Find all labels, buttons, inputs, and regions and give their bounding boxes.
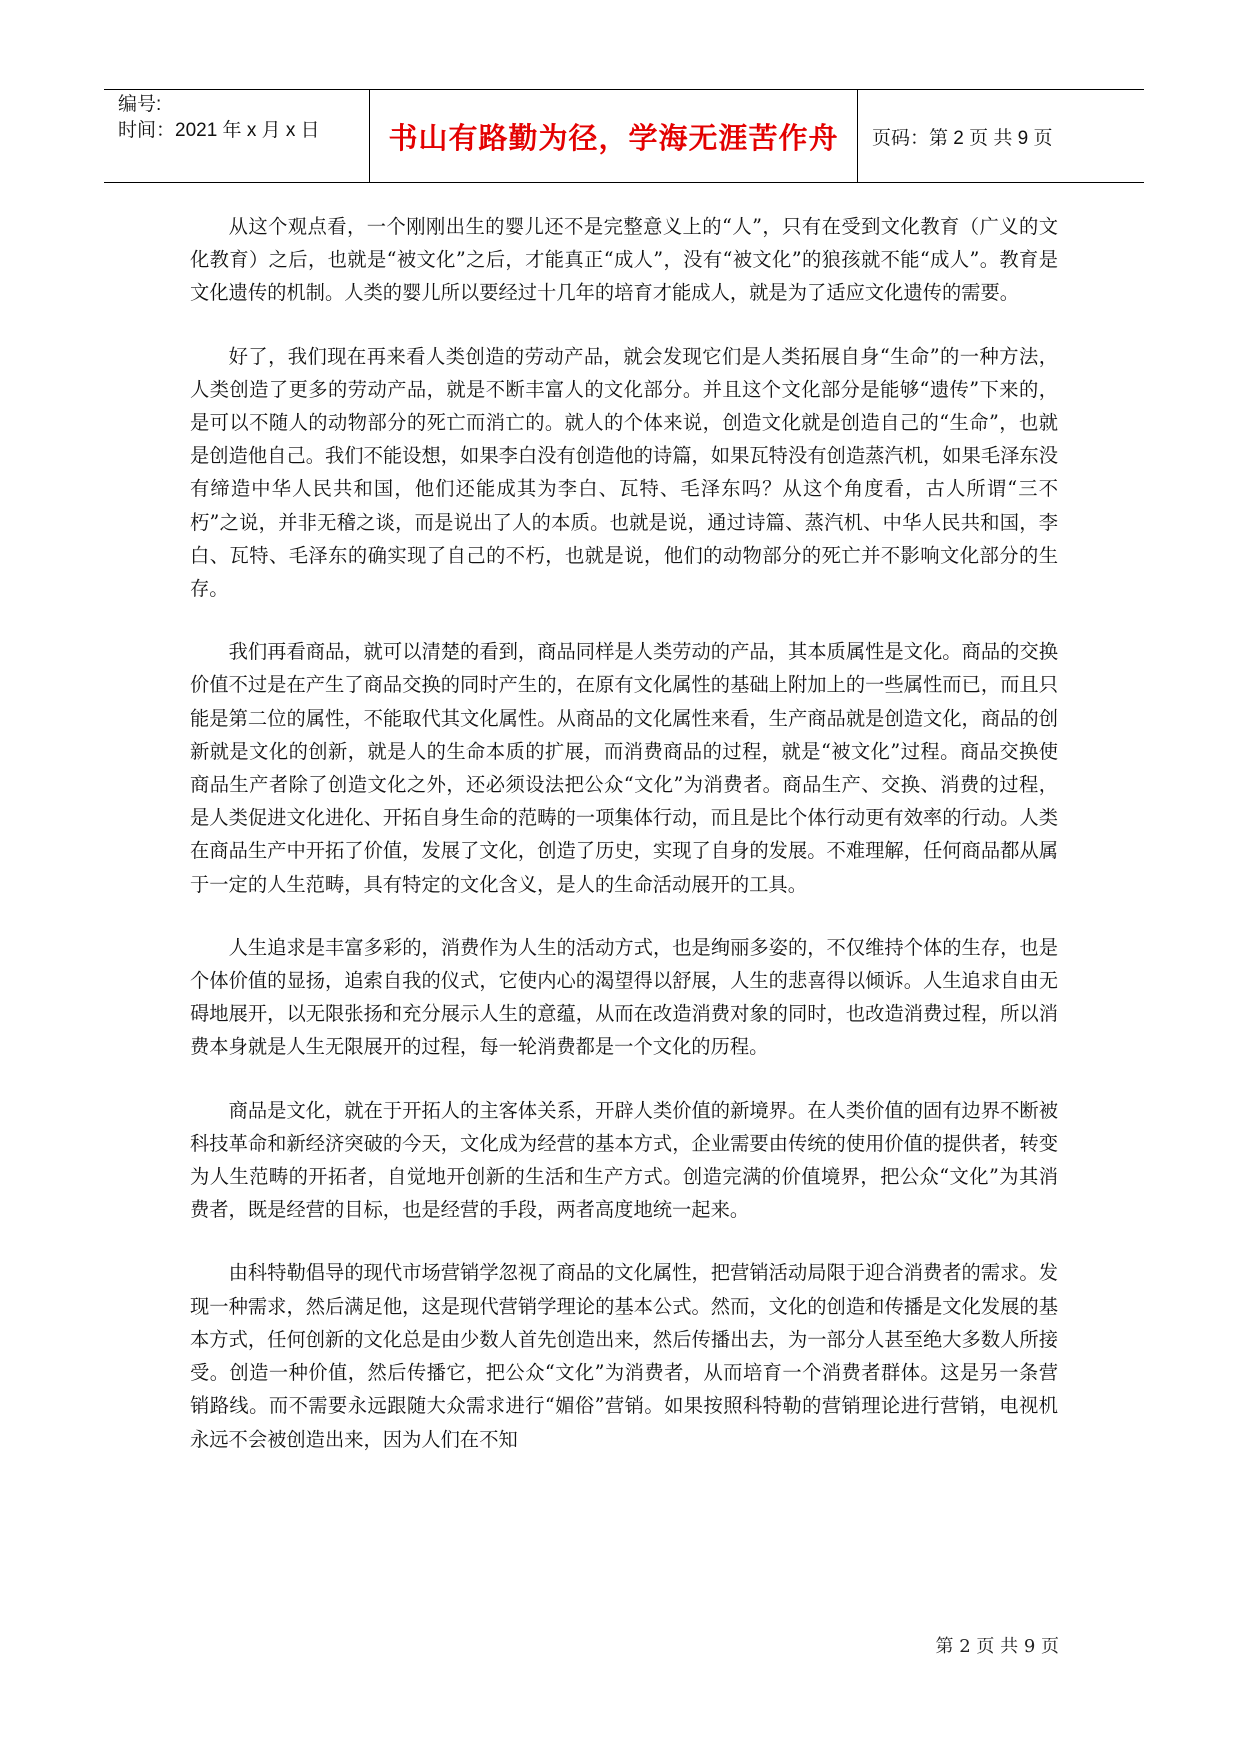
header-motto-cell <box>370 90 858 182</box>
page-indicator: 页码：第 2 页 共 9 页 <box>872 127 1053 149</box>
document-body <box>190 210 1058 1486</box>
paragraph: 从这个观点看，一个刚刚出生的婴儿还不是完整意义上的“人”，只有在受到文化教育（广义的文化教育）之后，也就是“被文化”之后，才能真正“成人”，没有“被文化”的狼孩就不能“成人”。教育是文化遗传的机制。人类的婴儿所以要经过十几年的培育才能成人，就是为了适应文化遗传的需要。 <box>190 215 1058 305</box>
motto: 书山有路勤为径，学海无涯苦作舟 <box>388 120 839 155</box>
paragraph: 商品是文化，就在于开拓人的主客体关系，开辟人类价值的新境界。在人类价值的固有边界不断被科技革命和新经济突破的今天，文化成为经营的基本方式，企业需要由传统的使用价值的提供者，转变为人生范畴的开拓者，自觉地开创新的生活和生产方式。创造完满的价值境界，把公众“文化”为其消费者，既是经营的目标，也是经营的手段，两者高度地统一起来。 <box>190 1098 1058 1222</box>
paragraph: 人生追求是丰富多彩的，消费作为人生的活动方式，也是绚丽多姿的，不仅维持个体的生存，也是个体价值的显扬，追索自我的仪式，它使内心的渴望得以舒展，人生的悲喜得以倾诉。人生追求自由无碍地展开，以无限张扬和充分展示人生的意蕴，从而在改造消费对象的同时，也改造消费过程，所以消费本身就是人生无限展开的过程，每一轮消费都是一个文化的历程。 <box>190 935 1058 1059</box>
paragraph: 好了，我们现在再来看人类创造的劳动产品，就会发现它们是人类拓展自身“生命”的一种方法，人类创造了更多的劳动产品，就是不断丰富人的文化部分。并且这个文化部分是能够“遗传”下来的，是可以不随人的动物部分的死亡而消亡的。就人的个体来说，创造文化就是创造自己的“生命”，也就是创造他自己。我们不能设想，如果李白没有创造他的诗篇，如果瓦特没有创造蒸汽机，如果毛泽东没有缔造中华人民共和国，他们还能成其为李白、瓦特、毛泽东吗？从这个角度看，古人所谓“三不朽”之说，并非无稽之谈，而是说出了人的本质。也就是说，通过诗篇、蒸汽机、中华人民共和国，李白、瓦特、毛泽东的确实现了自己的不朽，也就是说，他们的动物部分的死亡并不影响文化部分的生存。 <box>190 344 1058 601</box>
paragraph: 我们再看商品，就可以清楚的看到，商品同样是人类劳动的产品，其本质属性是文化。商品的交换价值不过是在产生了商品交换的同时产生的，在原有文化属性的基础上附加上的一些属性而已，而且只能是第二位的属性，不能取代其文化属性。从商品的文化属性来看，生产商品就是创造文化，商品的创新就是文化的创新，就是人的生命本质的扩展，而消费商品的过程，就是“被文化”过程。商品交换使商品生产者除了创造文化之外，还必须设法把公众“文化”为消费者。商品生产、交换、消费的过程，是人类促进文化进化、开拓自身生命的范畴的一项集体行动，而且是比个体行动更有效率的行动。人类在商品生产中开拓了价值，发展了文化，创造了历史，实现了自身的发展。不难理解，任何商品都从属于一定的人生范畴，具有特定的文化含义，是人的生命活动展开的工具。 <box>190 640 1058 896</box>
paragraph: 由科特勒倡导的现代市场营销学忽视了商品的文化属性，把营销活动局限于迎合消费者的需求。发现一种需求，然后满足他，这是现代营销学理论的基本公式。然而，文化的创造和传播是文化发展的基本方式，任何创新的文化总是由少数人首先创造出来，然后传播出去，为一部分人甚至绝大多数人所接受。创造一种价值，然后传播它，把公众“文化”为消费者，从而培育一个消费者群体。这是另一条营销路线。而不需要永远跟随大众需求进行“媚俗”营销。如果按照科特勒的营销理论进行营销，电视机永远不会被创造出来，因为人们在不知 <box>190 1261 1058 1451</box>
header-page-cell <box>858 90 1144 182</box>
document-time: 时间：2021 年 x 月 x 日 <box>118 120 320 141</box>
page-header <box>104 89 1144 183</box>
footer-page-number: 第 2 页 共 9 页 <box>935 1636 1059 1657</box>
page-footer <box>0 1632 1059 1658</box>
document-number: 编号: <box>118 94 162 115</box>
header-meta <box>104 90 370 182</box>
